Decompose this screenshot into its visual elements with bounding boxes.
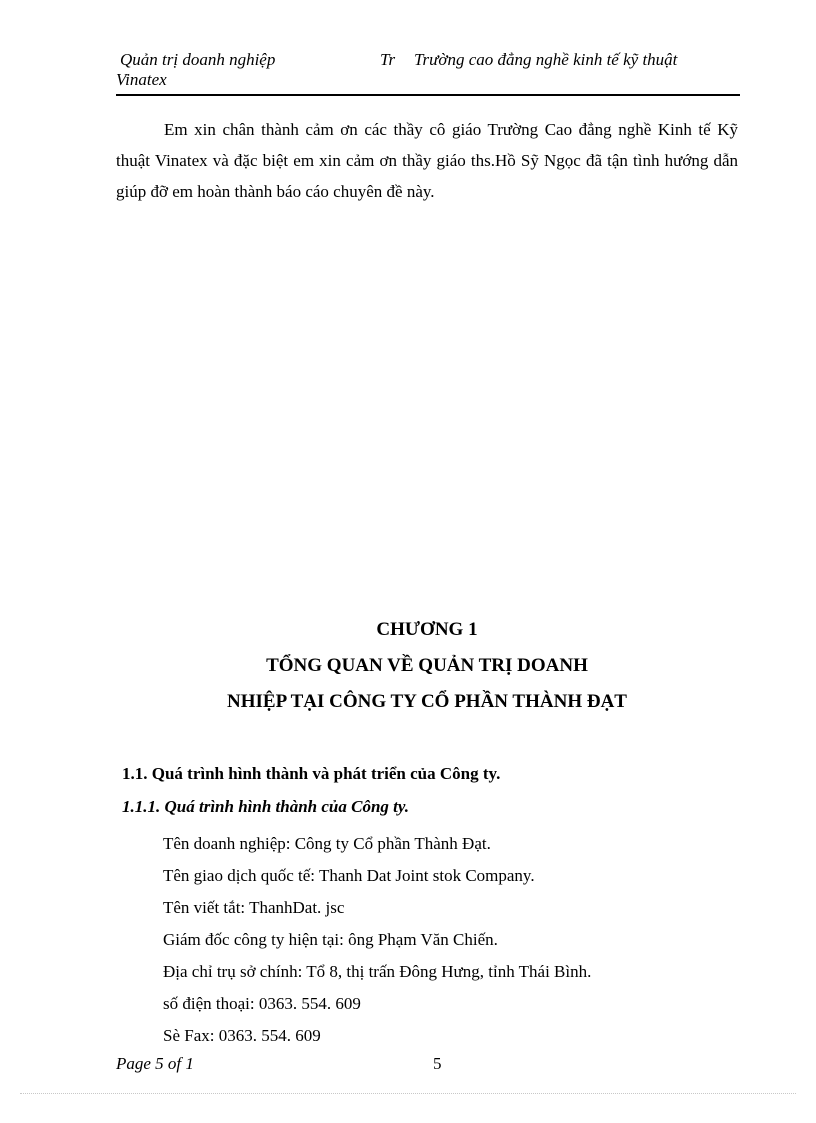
subsection-heading: 1.1.1. Quá trình hình thành của Công ty. <box>122 797 410 816</box>
info-abbreviation: Tên viết tắt: ThanhDat. jsc <box>163 898 345 917</box>
info-director: Giám đốc công ty hiện tại: ông Phạm Văn Chiến. <box>163 930 498 949</box>
header-right-text: Trường cao đẳng nghề kinh tế kỹ thuật <box>414 50 678 69</box>
header-left-text: Quản trị doanh nghiệp <box>120 50 276 69</box>
acknowledgement-paragraph <box>116 114 738 207</box>
footer-page-number: 5 <box>433 1054 442 1073</box>
info-international-name: Tên giao dịch quốc tế: Thanh Dat Joint stok Company. <box>163 866 535 885</box>
acknowledgement-text: Em xin chân thành cảm ơn các thầy cô giáo Trường Cao đẳng nghề Kinh tế Kỹ thuật Vinatex và đặc biệt em xin cảm ơn thầy giáo ths.Hồ Sỹ Ngọc đã tận tình hướng dẫn giúp đỡ em hoàn thành báo cáo chuyên đề này. <box>116 120 738 201</box>
chapter-number: CHƯƠNG 1 <box>376 619 478 640</box>
header-left-line2: Vinatex <box>116 70 167 89</box>
section-heading: 1.1. Quá trình hình thành và phát triển của Công ty. <box>122 764 501 783</box>
chapter-title-line1: TỔNG QUAN VỀ QUẢN TRỊ DOANH <box>266 655 588 676</box>
chapter-title-line2: NHIỆP TẠI CÔNG TY CỔ PHẦN THÀNH ĐẠT <box>227 691 627 712</box>
header-tr-text: Tr <box>380 50 396 69</box>
company-info-list <box>163 828 591 1052</box>
info-fax: Sè Fax: 0363. 554. 609 <box>163 1026 321 1045</box>
info-company-name: Tên doanh nghiệp: Công ty Cổ phần Thành Đạt. <box>163 834 491 853</box>
page-header <box>116 50 740 96</box>
info-phone: số điện thoại: 0363. 554. 609 <box>163 994 361 1013</box>
page-edge-divider <box>20 1093 796 1094</box>
footer-page-label: Page 5 of 1 <box>116 1054 194 1073</box>
info-address: Địa chỉ trụ sở chính: Tổ 8, thị trấn Đông Hưng, tỉnh Thái Bình. <box>163 962 592 981</box>
